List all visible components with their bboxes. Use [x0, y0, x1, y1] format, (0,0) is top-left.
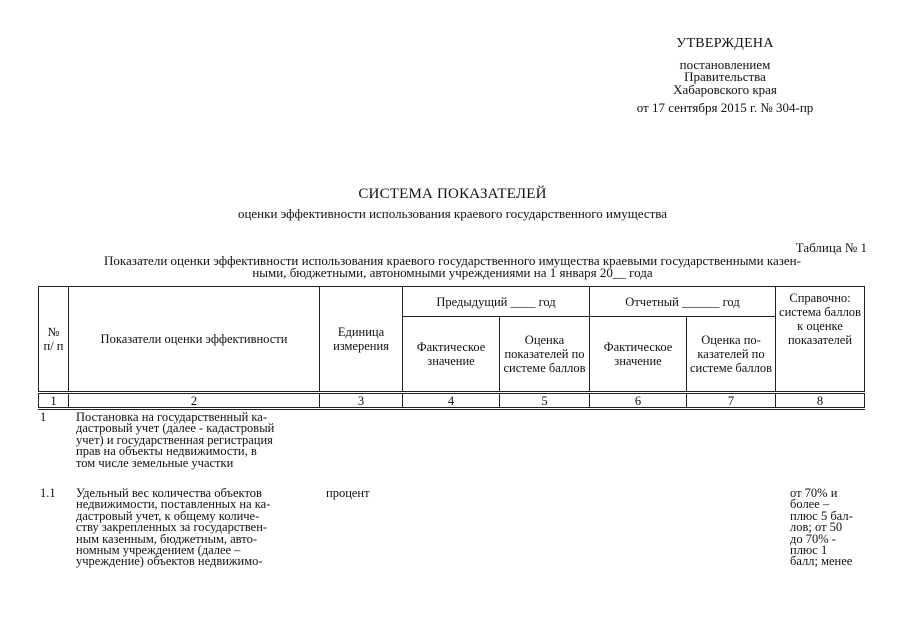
header-prev-score: Оценка показателей по системе баллов	[500, 317, 590, 393]
column-number: 4	[403, 393, 500, 409]
table-caption-line: ными, бюджетными, автономными учреждениями на 1 января 20__ года	[252, 265, 653, 280]
row-reference	[790, 488, 870, 568]
row-reference-line: от 70% и	[790, 486, 838, 500]
row-reference-line: лов; от 50	[790, 520, 843, 535]
row-text-line: прав на объекты недвижимости, в	[76, 444, 257, 459]
approval-line: Хабаровского края	[673, 81, 777, 97]
indicators-table-header	[38, 286, 865, 410]
header-reference: Справочно: система баллов к оценке показателей	[776, 287, 865, 393]
column-number: 8	[776, 393, 865, 409]
row-text-line: дастровый учет, к общему количе-	[76, 508, 260, 523]
row-reference-line: до 70% -	[790, 531, 836, 546]
row-text-line: учет) и государственная регистрация	[76, 432, 273, 447]
document-subtitle: оценки эффективности использования краевого государственного имущества	[237, 206, 668, 221]
header-current-year: Отчетный ______ год	[590, 287, 776, 317]
row-text-line: недвижимости, поставленных на ка-	[76, 497, 271, 512]
header-curr-actual: Фактическое значение	[590, 317, 687, 393]
row-number: 1	[40, 410, 47, 424]
table-caption	[40, 255, 865, 279]
column-number: 1	[39, 393, 69, 409]
header-indicators: Показатели оценки эффективности	[69, 287, 320, 393]
header-prev-actual: Фактическое значение	[403, 317, 500, 393]
approval-decree: от 17 сентября 2015 г. № 304-пр	[636, 100, 814, 115]
row-text-line: Удельный вес количества объектов	[76, 486, 262, 500]
row-reference-line: плюс 5 бал-	[790, 508, 853, 523]
row-text-line: ству закрепленных за государствен-	[76, 520, 268, 535]
header-num: № п/ п	[39, 287, 69, 393]
row-number: 1.1	[40, 486, 56, 500]
header-previous-year: Предыдущий ____ год	[403, 287, 590, 317]
table-caption-line: Показатели оценки эффективности использования краевого государственного имущества краевыми государственными казен-	[104, 253, 801, 268]
column-number: 3	[320, 393, 403, 409]
row-reference-line: плюс 1	[790, 543, 828, 558]
column-number: 7	[687, 393, 776, 409]
approval-block	[600, 38, 850, 115]
row-indicator-text	[76, 488, 316, 568]
row-text-line: ным казенным, бюджетным, авто-	[76, 531, 257, 546]
row-text-line: Постановка на государственный ка-	[76, 410, 268, 424]
document-title: СИСТЕМА ПОКАЗАТЕЛЕЙ	[358, 186, 547, 202]
row-text-line: учреждение) объектов недвижимо-	[76, 554, 263, 569]
row-unit: процент	[326, 486, 370, 500]
row-indicator-text	[76, 412, 316, 469]
column-number: 5	[500, 393, 590, 409]
row-text-line: дастровый учет (далее - кадастровый	[76, 421, 275, 436]
approval-title: УТВЕРЖДЕНА	[676, 36, 774, 51]
row-reference-line: более –	[790, 497, 830, 512]
approval-line: постановлением	[679, 56, 771, 72]
row-text-line: номным учреждением (далее –	[76, 543, 241, 558]
column-number: 2	[69, 393, 320, 409]
header-curr-score: Оценка по-казателей по системе баллов	[687, 317, 776, 393]
table-number: Таблица № 1	[795, 240, 867, 255]
column-number: 6	[590, 393, 687, 409]
approval-line: Правительства	[684, 69, 766, 84]
header-unit: Единица измерения	[320, 287, 403, 393]
row-text-line: том числе земельные участки	[76, 455, 234, 470]
row-reference-line: балл; менее	[790, 554, 853, 569]
